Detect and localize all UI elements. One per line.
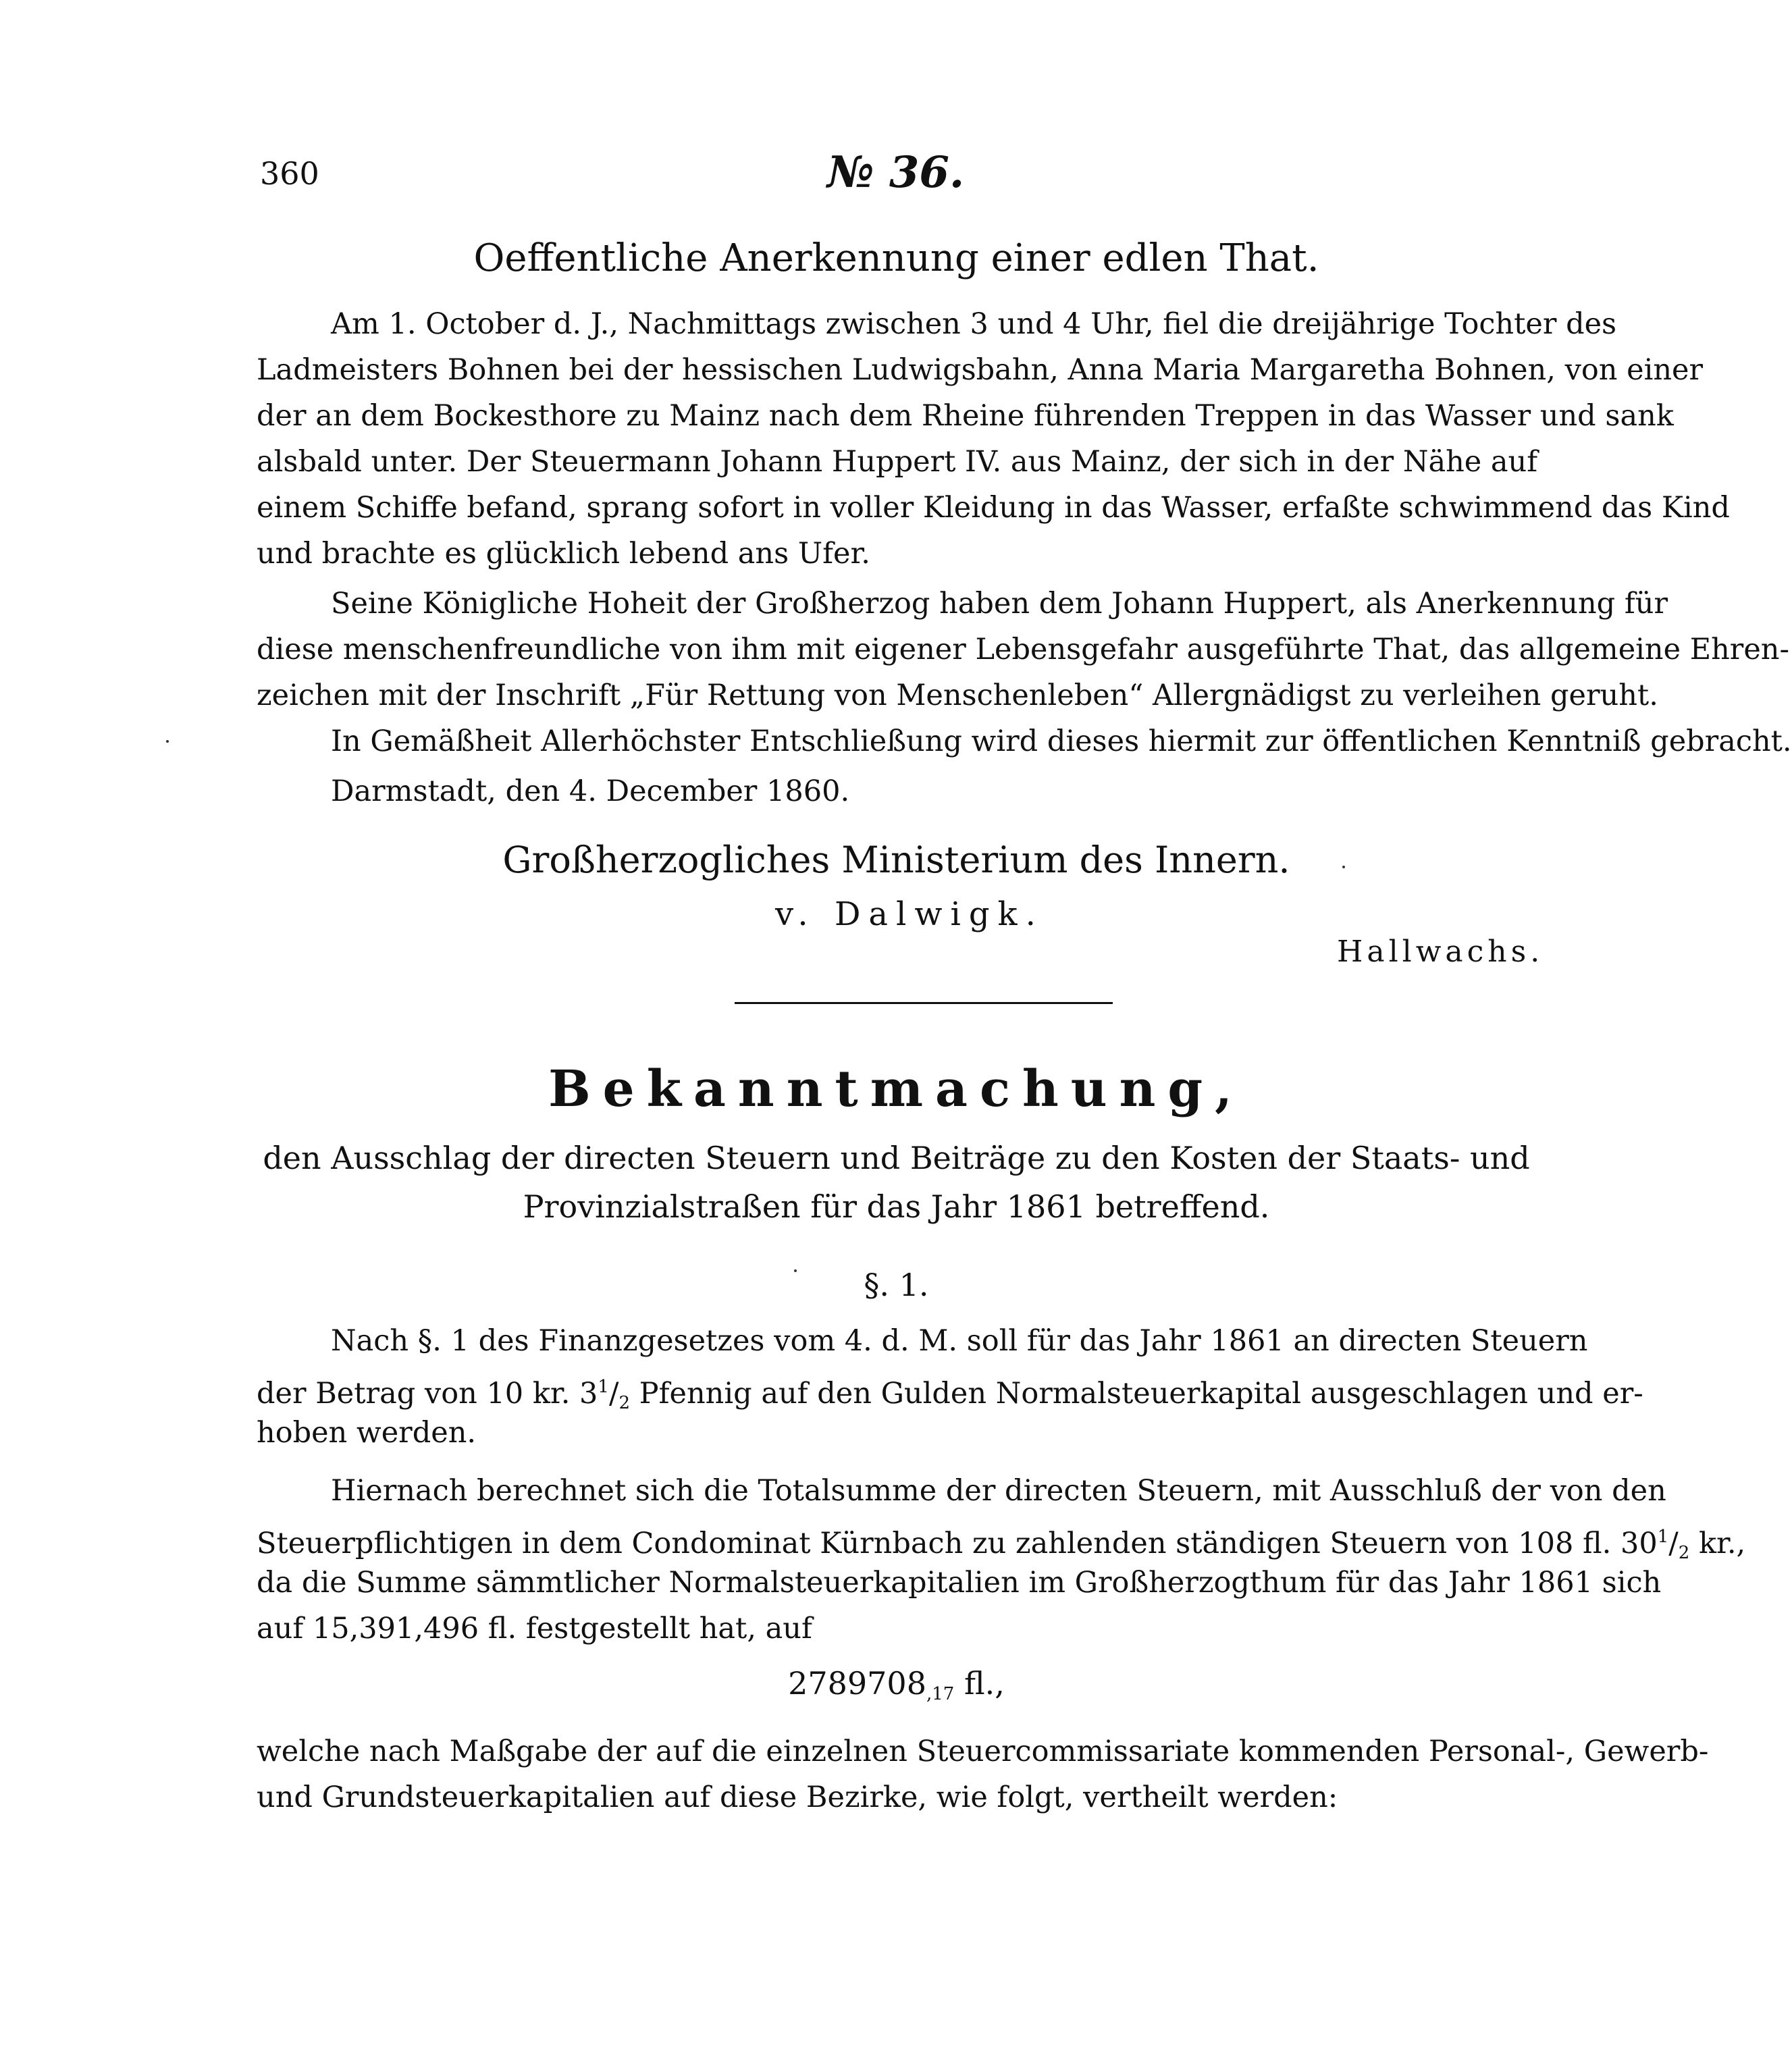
fraction-slash: / [608,1377,619,1411]
notice-text-line: Ladmeisters Bohnen bei der hessischen Ludwigsbahn, Anna Maria Margaretha Bohnen, von einer [257,353,1704,387]
page-number: 360 [260,155,319,192]
fraction-slash: / [1668,1527,1679,1560]
total-decimal: ,17 [926,1684,955,1704]
issue-number: № 36. [827,147,965,198]
paragraph-line: da die Summe sämmtlicher Normalsteuerkapitalien im Großherzogthum für das Jahr 1861 sich [257,1566,1662,1600]
notice-text-line: diese menschenfreundliche von ihm mit eigener Lebensgefahr ausgeführte That, das allgemeine Ehren- [257,633,1790,666]
notice-text-line: zeichen mit der Inschrift „Für Rettung von Menschenleben“ Allergnädigst zu verleihen geruht. [257,679,1658,712]
ministry-name: Großherzogliches Ministerium des Innern. [502,839,1290,881]
text-fragment: der Betrag von 10 kr. 3 [257,1377,598,1411]
announcement-title: Bekanntmachung, [548,1060,1244,1118]
scan-speck [794,1269,797,1272]
scan-speck [166,740,169,743]
signature-minister: v. Dalwigk. [775,895,1044,933]
announcement-subtitle: den Ausschlag der directen Steuern und Beiträge zu den Kosten der Staats- und [263,1140,1530,1176]
fraction-numerator: 1 [598,1377,609,1397]
paragraph-line: Hiernach berechnet sich die Totalsumme der directen Steuern, mit Ausschluß der von den [331,1474,1666,1508]
notice-text-line: alsbald unter. Der Steuermann Johann Huppert IV. aus Mainz, der sich in der Nähe auf [257,445,1538,479]
total-amount [257,1665,1536,1704]
text-fragment: Steuerpflichtigen in dem Condominat Kürnbach zu zahlenden ständigen Steuern von 108 fl. 30 [257,1527,1658,1560]
paragraph-line: welche nach Maßgabe der auf die einzelnen Steuercommissariate kommenden Personal-, Gewerb- [257,1735,1709,1768]
fraction-numerator: 1 [1657,1527,1669,1547]
total-unit: fl., [954,1665,1005,1702]
notice-title: Oeffentliche Anerkennung einer edlen That. [473,236,1319,280]
signature-secretary: Hallwachs. [1337,934,1544,969]
paragraph-line: auf 15,391,496 fl. festgestellt hat, auf [257,1612,812,1645]
paragraph-line: und Grundsteuerkapitalien auf diese Bezirke, wie folgt, vertheilt werden: [257,1781,1338,1814]
total-value: 2789708 [788,1665,926,1702]
paragraph-line: Nach §. 1 des Finanzgesetzes vom 4. d. M. soll für das Jahr 1861 an directen Steuern [331,1324,1588,1358]
text-fragment: Pfennig auf den Gulden Normalsteuerkapital ausgeschlagen und er- [630,1377,1643,1411]
notice-text-line: Seine Königliche Hoheit der Großherzog haben dem Johann Huppert, als Anerkennung für [331,587,1668,621]
notice-text-line: der an dem Bockesthore zu Mainz nach dem Rheine führenden Treppen in das Wasser und sank [257,399,1674,433]
notice-text-line: Am 1. October d. J., Nachmittags zwischen 3 und 4 Uhr, fiel die dreijährige Tochter des [331,307,1617,341]
notice-text-line: In Gemäßheit Allerhöchster Entschließung wird dieses hiermit zur öffentlichen Kenntniß gebracht. [331,725,1792,758]
notice-text-line: und brachte es glücklich lebend ans Ufer. [257,537,870,571]
notice-text-line: einem Schiffe befand, sprang sofort in voller Kleidung in das Wasser, erfaßte schwimmend das Kind [257,491,1730,525]
text-fragment: kr., [1689,1527,1746,1560]
separator-rule [735,1002,1113,1004]
section-heading: §. 1. [864,1267,929,1303]
paragraph-line: hoben werden. [257,1416,477,1450]
announcement-subtitle: Provinzialstraßen für das Jahr 1861 betreffend. [523,1188,1270,1225]
fraction-denominator: 2 [618,1393,631,1413]
scan-speck [1342,866,1345,868]
dateline: Darmstadt, den 4. December 1860. [331,774,850,808]
fraction-denominator: 2 [1678,1543,1690,1563]
